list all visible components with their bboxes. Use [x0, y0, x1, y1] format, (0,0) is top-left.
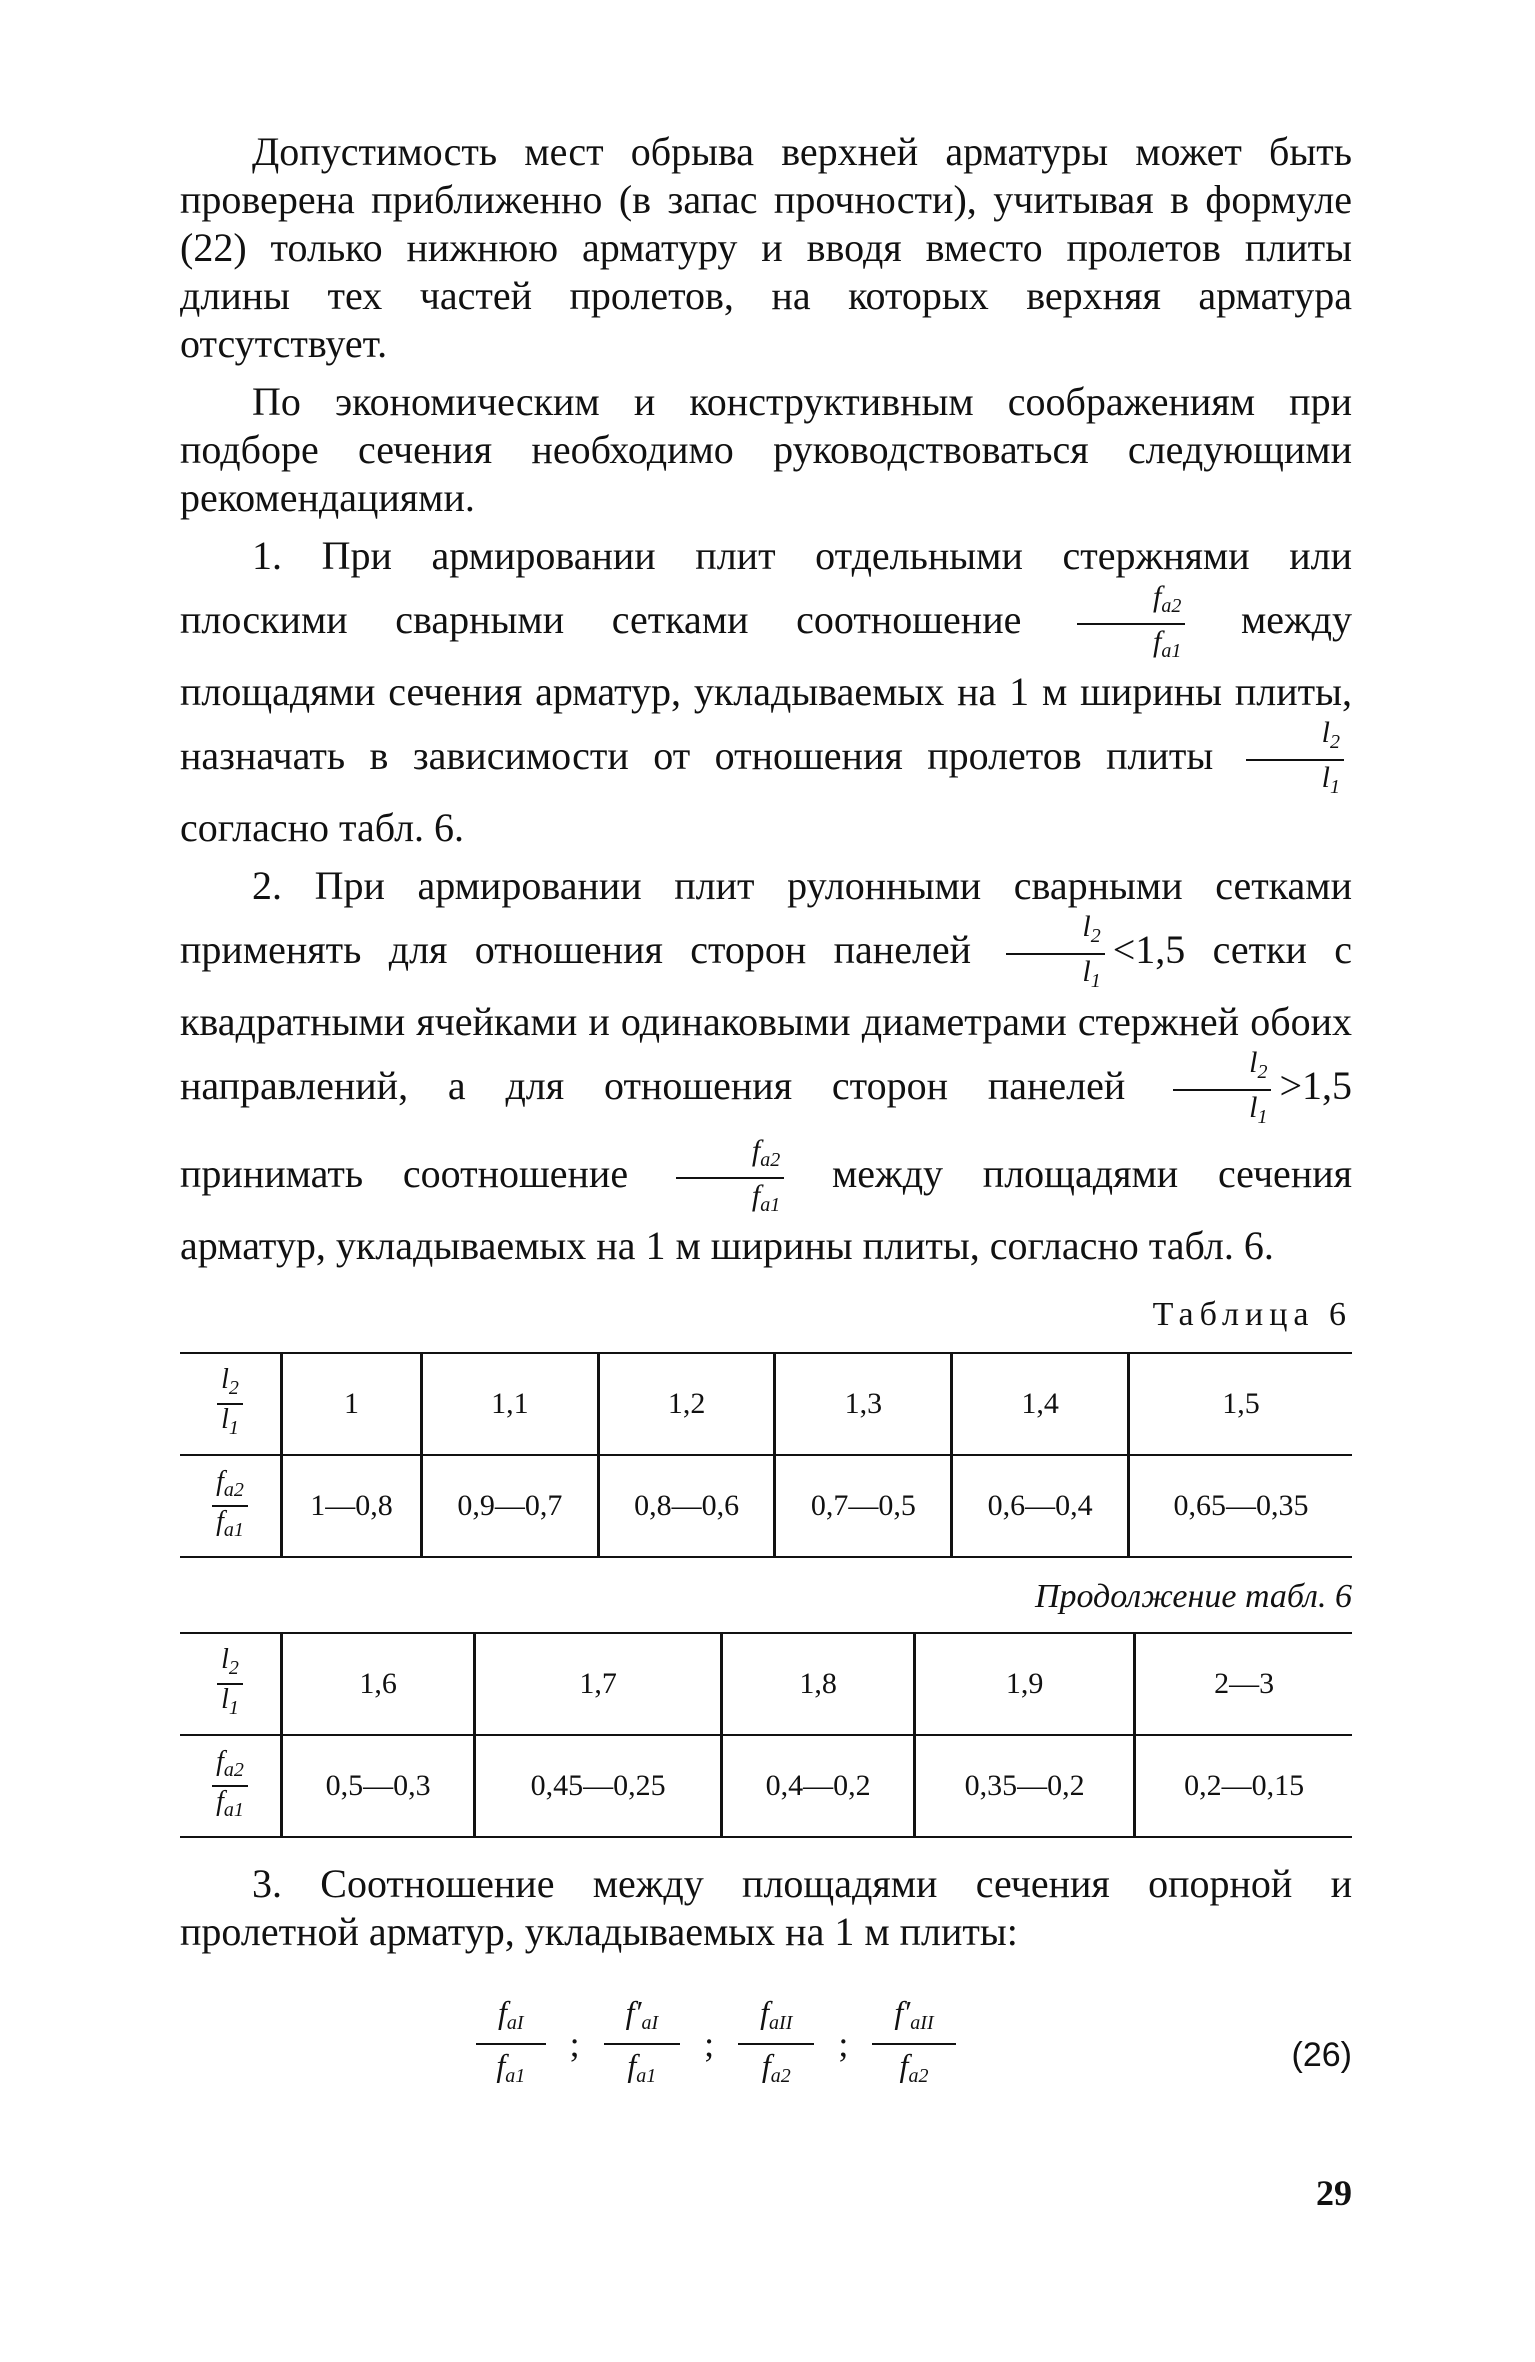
- item2-text-b: сетки с квадратными ячейками и одинаковыми диаметрами стержней обоих направлений, а для отношения сторон панелей: [180, 927, 1353, 1109]
- paragraph-item-1: [180, 532, 1352, 852]
- paragraph-item-3: 3. Соотношение между площадями сечения опорной и пролетной арматур, укладываемых на 1 м плиты:: [180, 1861, 1352, 1954]
- table-cell: 1,5: [1129, 1353, 1353, 1455]
- greater-than-value: >1,5: [1279, 1063, 1352, 1109]
- fraction-faI-fa1: $\frac{f_{aI}}{f_{a1}}$: [476, 1992, 546, 2096]
- fraction-l2-l1: $\frac{l_2}{l_1}$: [1246, 716, 1344, 804]
- fraction-faII-fa2: $\frac{f_{aII}}{f_{a2}}$: [738, 1992, 814, 2096]
- table-row: [180, 1353, 1352, 1455]
- item1-text-b: между площадями сечения арматур, укладываемых на 1 м ширины плиты, назначать в зависимости от отношения пролетов плиты: [180, 597, 1352, 779]
- less-than-value: <1,5: [1112, 927, 1186, 973]
- table-row: [180, 1735, 1352, 1837]
- table-1-caption: Таблица 6: [1152, 1296, 1352, 1333]
- table-2: [180, 1632, 1352, 1838]
- equation-number: (26): [1291, 2036, 1352, 2074]
- separator: ;: [704, 2024, 715, 2064]
- table-2-caption: Продолжение табл. 6: [1034, 1578, 1352, 1615]
- table-cell: 1—0,8: [282, 1455, 422, 1557]
- table-row: [180, 1633, 1352, 1735]
- separator: ;: [838, 2024, 849, 2064]
- table-cell: 0,4—0,2: [722, 1735, 915, 1837]
- table-cell: 1: [282, 1353, 422, 1455]
- table-cell: 0,65—0,35: [1129, 1455, 1353, 1557]
- row-header-l-ratio: $\frac{l_2}{l_1}$: [180, 1633, 282, 1735]
- item1-text-a: 1. При армировании плит отдельными стержнями или плоскими сварными сетками соотношение: [180, 533, 1352, 643]
- fraction-faI-prime-fa1: $\frac{f'_{aI}}{f_{a1}}$: [604, 1992, 681, 2096]
- table-cell: 0,8—0,6: [598, 1455, 775, 1557]
- table-1: [180, 1352, 1352, 1558]
- table-cell: 0,45—0,25: [475, 1735, 722, 1837]
- fraction-fa2-fa1: $\frac{f_{a2}}{f_{a1}}$: [1077, 580, 1185, 668]
- fraction-l2-l1: $\frac{l_2}{l_1}$: [1173, 1046, 1271, 1134]
- table-cell: 1,4: [952, 1353, 1129, 1455]
- fraction-fa2-fa1: $\frac{f_{a2}}{f_{a1}}$: [676, 1134, 784, 1222]
- formula-26: [180, 1992, 1352, 2213]
- table-cell: 2—3: [1135, 1633, 1352, 1735]
- paragraph-item-2: [180, 862, 1352, 1270]
- separator: ;: [569, 2024, 580, 2064]
- table-row: [180, 1455, 1352, 1557]
- table-cell: 0,7—0,5: [775, 1455, 952, 1557]
- row-header-fa-ratio: $\frac{f_{a2}}{f_{a1}}$: [180, 1735, 282, 1837]
- table-cell: 0,6—0,4: [952, 1455, 1129, 1557]
- paragraph-2: По экономическим и конструктивным соображениям при подборе сечения необходимо руководствоваться следующими рекомендациями.: [180, 379, 1352, 520]
- table-cell: 1,9: [915, 1633, 1135, 1735]
- table-cell: 1,2: [598, 1353, 775, 1455]
- table-cell: 1,8: [722, 1633, 915, 1735]
- item2-text-c: принимать соотношение: [180, 1151, 629, 1197]
- fraction-faII-prime-fa2: $\frac{f'_{aII}}{f_{a2}}$: [872, 1992, 955, 2096]
- document-page: [180, 128, 1353, 2213]
- row-header-fa-ratio: $\frac{f_{a2}}{f_{a1}}$: [180, 1455, 282, 1557]
- table-cell: 1,3: [775, 1353, 952, 1455]
- row-header-l-ratio: $\frac{l_2}{l_1}$: [180, 1353, 282, 1455]
- table-cell: 0,35—0,2: [915, 1735, 1135, 1837]
- item2-text-a: 2. При армировании плит рулонными сварными сетками применять для отношения сторон панелей: [180, 863, 1352, 973]
- table-cell: 1,7: [475, 1633, 722, 1735]
- page-number: 29: [1316, 2173, 1352, 2213]
- table-cell: 0,5—0,3: [282, 1735, 475, 1837]
- item2-text-d: между площадями сечения арматур, укладываемых на 1 м ширины плиты, согласно табл. 6.: [180, 1151, 1353, 1268]
- fraction-l2-l1: $\frac{l_2}{l_1}$: [1006, 910, 1104, 998]
- paragraph-1: Допустимость мест обрыва верхней арматуры может быть проверена приближенно (в запас прочности), учитывая в формуле (22) только нижнюю арматуру и вводя вместо пролетов плиты длины тех частей пролетов, на которых верхняя арматура отсутствует.: [180, 129, 1352, 366]
- table-cell: 0,2—0,15: [1135, 1735, 1352, 1837]
- table-cell: 1,6: [282, 1633, 475, 1735]
- item1-text-c: согласно табл. 6.: [180, 805, 465, 850]
- table-cell: 0,9—0,7: [421, 1455, 598, 1557]
- table-cell: 1,1: [421, 1353, 598, 1455]
